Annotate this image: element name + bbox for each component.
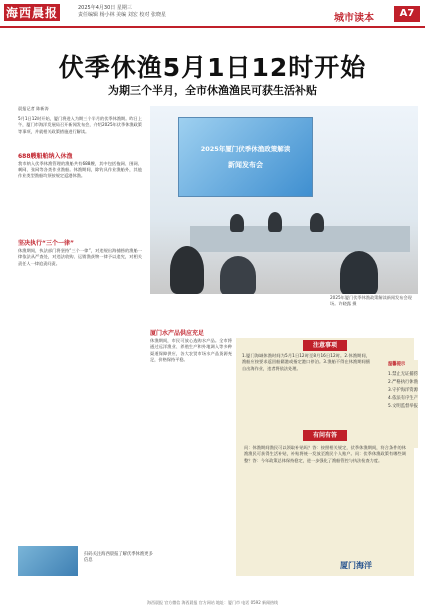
section3-body: 休渔期间，市民可放心选购水产品。全市将通过远洋渔业、养殖生产和外地调入等多种渠道保障供应，各大农贸市场水产品货源充足，价格保持平稳。 (150, 338, 232, 363)
section2-body: 休渔期间，执法部门将坚持“三个一律”，对违规出海捕捞的渔船一律依法从严查处，对违法收购、运销渔获物一律予以追究，对相关责任人一律追责问责。 (18, 247, 142, 266)
issue-date: 2025年4月30日 星期三 (78, 5, 132, 11)
issue-info (78, 5, 166, 19)
tip-item: 3.守护海洋资源 (388, 388, 418, 393)
brand-name: 厦门海洋 (340, 561, 372, 570)
issue-editors: 责任编辑 杨小林 美编 刘宏 校对 张晓星 (78, 12, 166, 18)
qa-title: 有问有答 (303, 430, 347, 441)
brand-logo (340, 560, 372, 571)
tip-item: 2.严格执行休渔 (388, 380, 418, 385)
byline: 晨报记者 陈新涛 (18, 106, 49, 111)
page-number: A7 (394, 6, 420, 22)
newspaper-logo: 海西晨报 (6, 6, 59, 20)
presentation-screen (178, 117, 313, 197)
attendee-figure (230, 214, 244, 232)
meeting-table (190, 226, 410, 252)
middle-column (150, 296, 232, 364)
section2-title: 坚决执行“三个一律” (18, 239, 74, 247)
qa-body: 问：休渔期间渔民可以领取补贴吗？答：按照相关规定，伏季休渔期间，符合条件的休渔渔民可获得生活补贴，补贴将统一发放至渔民个人账户。问：伏季休渔政策有哪些调整？答：今年政策总体保持稳定，进一步强化了渔船管控与执法检查力度。 (244, 445, 406, 463)
attendee-figure (268, 212, 282, 232)
photo-caption: 2025年厦门伏季休渔政策解读新闻发布会现场。许晓露 摄 (330, 295, 412, 306)
qr-thumbnail (18, 546, 78, 576)
page-footer: 海西晨报 官方微信 海西晨报 官方网站 地址：厦门市 电话 0592 新闻热线 (146, 600, 279, 605)
notice-body: 1.厦门海域休渔时间为5月1日12时至8月16日12时。2.休渔期间，渔船应按要求返回船籍港或指定港口停泊。3.渔船不得在休渔期间擅自出海作业，违者将依法处理。 (242, 353, 370, 371)
section-name: 城市读本 (334, 13, 374, 24)
section1-body: 我市纳入伏季休渔管理的渔船共有688艘，其中包括拖网、围网、刺网、张网等各类作业渔船。休渔期间，除钓具作业渔船外，其他作业类型渔船均须按规定返港休渔。 (18, 160, 142, 179)
notice-title: 注意事项 (303, 340, 347, 351)
screen-title: 2025年厦门伏季休渔政策解读 (200, 145, 291, 153)
tips-title: 温馨提示 (388, 362, 406, 367)
attendee-figure (170, 246, 204, 294)
attendee-figure (220, 256, 256, 294)
attendee-figure (310, 213, 324, 232)
section1-title: 688艘船舶纳入休渔 (18, 152, 73, 160)
qa-box (236, 426, 414, 576)
headline: 伏季休渔5月1日12时开始 (58, 53, 367, 82)
thumbnail-caption: 扫码关注海西晨报了解伏季休渔更多信息 (84, 552, 153, 563)
left-column (18, 116, 142, 267)
section3-title: 厦门水产品供应充足 (150, 330, 205, 337)
attendee-figure (340, 251, 378, 294)
screen-subtitle: 新闻发布会 (228, 161, 263, 169)
tip-item: 5.文明监督举报 (388, 404, 418, 409)
intro-paragraph: 5月1日12时开始，厦门将进入为期三个半月的伏季休渔期。昨日上午，厦门市海洋发展局召开新闻发布会，介绍2025年伏季休渔政策等事项，并就相关政策措施进行解读。 (18, 116, 142, 134)
filler-paragraph (18, 138, 142, 144)
subheadline: 为期三个半月，全市休渔渔民可获生活补贴 (108, 84, 317, 97)
tip-item: 4.依法有序生产 (388, 396, 418, 401)
tip-item: 1.禁止无证捕捞 (388, 372, 418, 377)
